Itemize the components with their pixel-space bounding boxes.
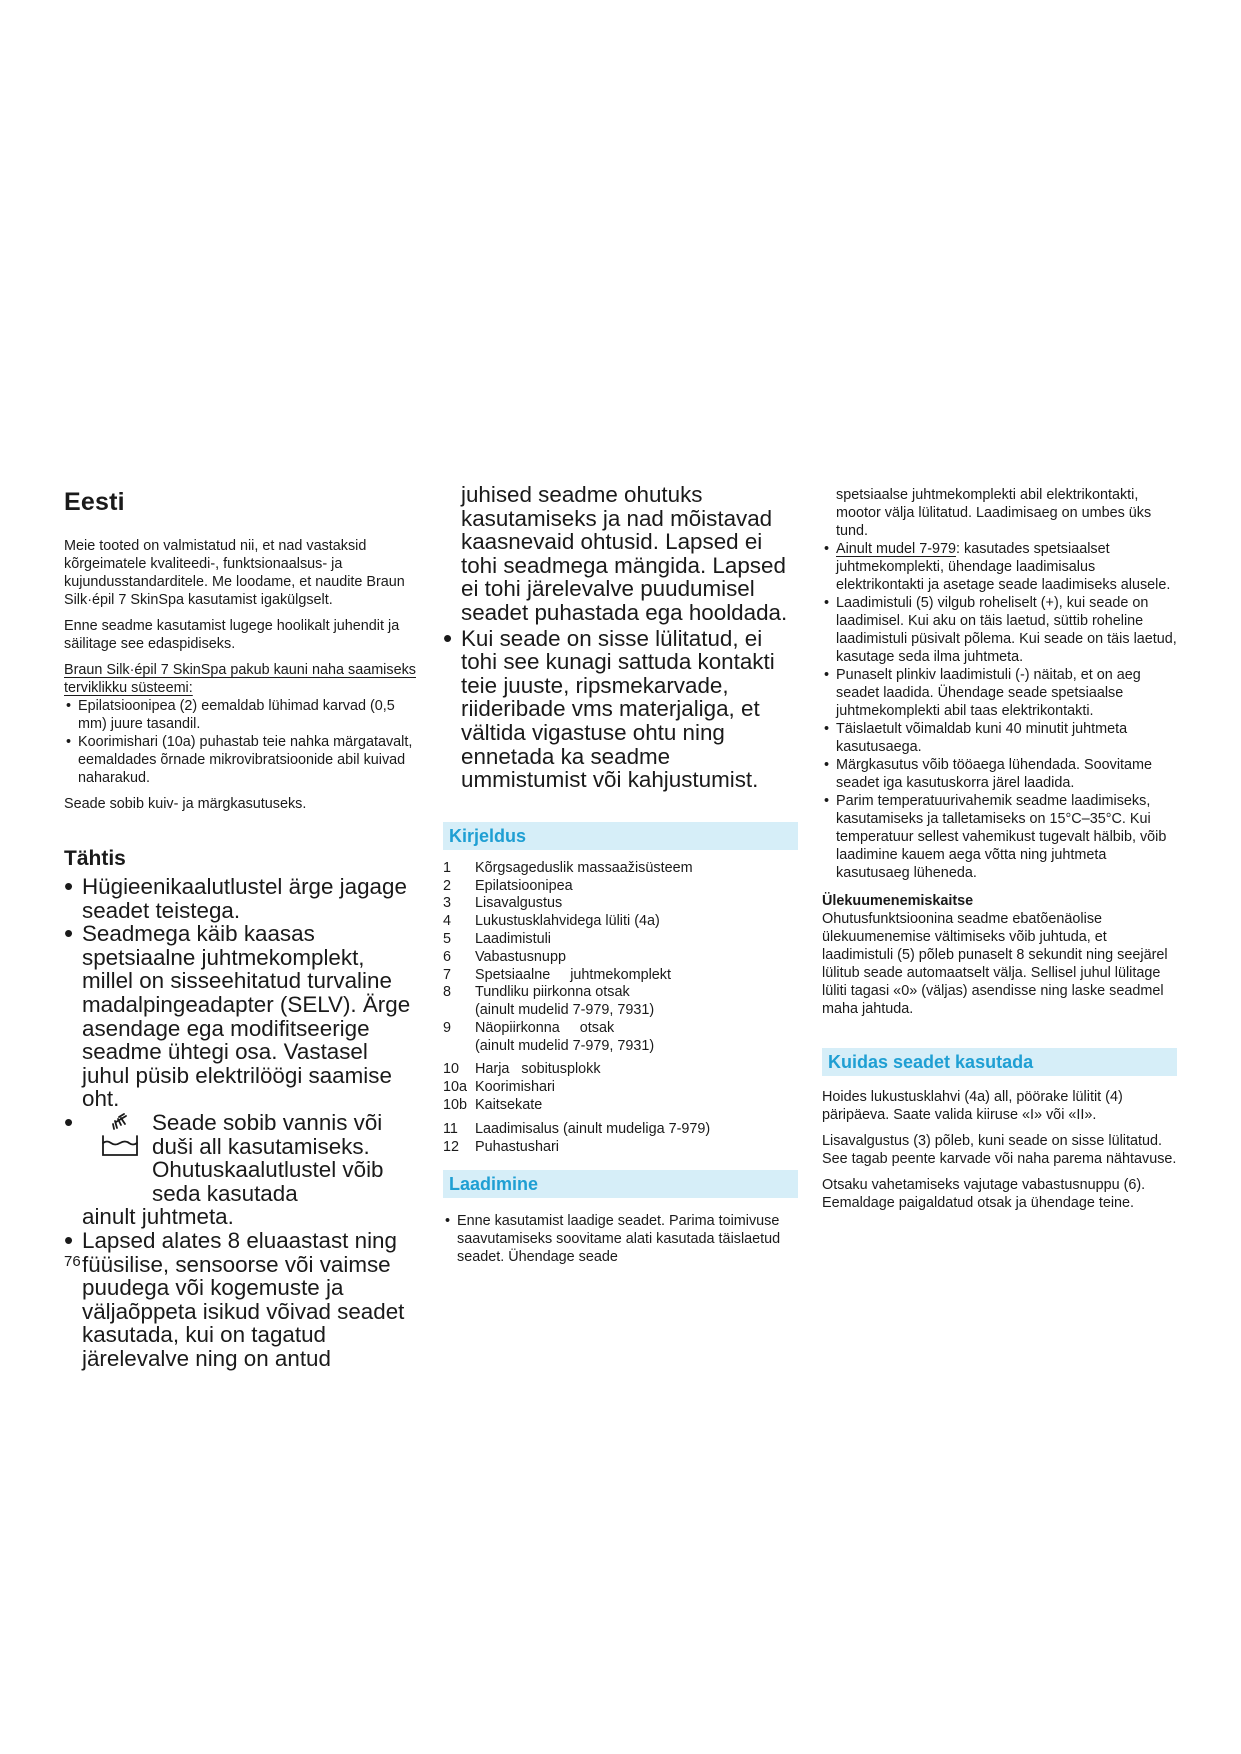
how-to-paragraph-1: Hoides lukustusklahvi (4a) all, pöörake lülitit (4) päripäeva. Saate valida kiiruse «I» või «II». <box>822 1089 1123 1123</box>
list-item: • Märgkasutus võib tööaega lühendada. Soovitame seadet iga kasutuskorra järel laadida. <box>822 756 1177 792</box>
part-item: 10b Kaitsekate <box>443 1097 543 1114</box>
list-item: • Punaselt plinkiv laadimistuli (-) näitab, et on aeg seadet laadida. Ühendage seade spetsiaalse juhtmekomplekti abil taas elektrikontakti. <box>822 666 1177 720</box>
children-warning-continuation: juhised seadme ohutuks kasutamiseks ja nad mõistavad kaasnevaid ohtusid. Lapsed ei tohi seadmega mängida. Lapsed ei tohi järelevalve puudumisel seadet puhastada ega hooldada. <box>461 482 788 625</box>
part-item: 8 Tundliku piirkonna otsak <box>443 984 630 1001</box>
part-item: 7 Spetsiaalne juhtmekomplekt <box>443 966 671 983</box>
part-item: 12 Puhastushari <box>443 1138 559 1155</box>
list-item: • Enne kasutamist laadige seadet. Parima toimivuse saavutamiseks soovitame alati kasutada täislaetud seadet. Ühendage seade <box>443 1212 798 1266</box>
read-instructions-paragraph: Enne seadme kasutamist lugege hoolikalt juhendit ja säilitage see edaspidiseks. <box>64 618 400 652</box>
list-item: • Ainult mudel 7-979: kasutades spetsiaalset juhtmekomplekti, ühendage laadimisalus elektrikontakti ja asetage seade laadimiseks alusele. <box>822 540 1177 594</box>
language-title: Eesti <box>64 488 125 516</box>
list-item: • Täislaetult võimaldab kuni 40 minutit juhtmeta kasutusaega. <box>822 720 1177 756</box>
part-item: 9 Näopiirkonna otsak <box>443 1019 615 1036</box>
how-to-paragraph-2: Lisavalgustus (3) põleb, kuni seade on sisse lülitatud. See tagab peente karvade või naha parema nähtavuse. <box>822 1133 1177 1167</box>
overheat-heading: Ülekuumenemiskaitse <box>822 893 974 909</box>
important-list <box>64 875 419 1370</box>
part-item: 4 Lukustusklahvidega lüliti (4a) <box>443 913 660 930</box>
important-heading: Tähtis <box>64 847 126 870</box>
part-item: 2 Epilatsioonipea <box>443 877 573 894</box>
parts-list-11 <box>443 1121 798 1157</box>
charging-heading: Laadimine <box>443 1170 798 1198</box>
part-item: 5 Laadimistuli <box>443 930 551 947</box>
part-item: 10 Harja sobitusplokk <box>443 1061 601 1078</box>
how-to-paragraph-3: Otsaku vahetamiseks vajutage vabastusnuppu (6). Eemaldage paigaldatud otsak ja ühendage teine. <box>822 1177 1146 1211</box>
intro-paragraph: Meie tooted on valmistatud nii, et nad vastaksid kõrgeimatele kvaliteedi-, funktsionaalsus- ja kujundusstandarditele. Me loodame, et naudite Braun Silk·épil 7 SkinSpa kasutamist igakülgselt. <box>64 538 405 608</box>
hair-warning-item: • Kui seade on sisse lülitatud, ei tohi see kunagi sattuda kontakti teie juuste, ripsmekarvade, riideribade vms materjaliga, et vältida vigastuse ohtu ning ennetada ka seadme ummistumist või kahjustumist. <box>443 627 798 792</box>
list-item: • Laadimistuli (5) vilgub roheliselt (+), kui seade on laadimisel. Kui aku on täis laetud, süttib roheline laadimistuli püsivalt põlema. Kui seade on täis laetud, kasutage seda ilma juhtmeta. <box>822 594 1177 666</box>
column-3 <box>822 486 1177 1220</box>
list-item: • Epilatsioonipea (2) eemaldab lühimad karvad (0,5 mm) juure tasandil. <box>64 697 419 733</box>
list-item: • Hügieenikaalutlustel ärge jagage seadet teistega. <box>64 875 419 922</box>
bath-warning-continuation: ainult juhtmeta. <box>82 1204 234 1230</box>
column-1 <box>64 488 419 1370</box>
part-item: 11 Laadimisalus (ainult mudeliga 7-979) <box>443 1120 711 1137</box>
children-warning-item: • Lapsed alates 8 eluaastast ning füüsilise, sensoorse või vaimse puudega või kogemuste ja väljaõppeta isikud võivad seadet kasutada, kui on tagatud järelevalve ning on antud <box>64 1229 419 1371</box>
charging-list-continued <box>822 540 1177 882</box>
bath-warning-item <box>64 1111 419 1229</box>
parts-list-9 <box>443 1020 798 1038</box>
hair-warning-list <box>443 627 798 792</box>
list-item: • Seadmega käib kaasas spetsiaalne juhtmekomplekt, millel on sisseehitatud turvaline madalpingeadapter (SELV). Ärge asendage ega modifitseerige seadme ühtegi osa. Vastasel juhul püsib elektrilöögi saamise oht. <box>64 922 419 1111</box>
part-9-note: (ainult mudelid 7-979, 7931) <box>475 1037 655 1054</box>
description-heading: Kirjeldus <box>443 822 798 850</box>
bath-warning-text: • Seade sobib vannis või duši all kasutamiseks. Ohutuskaalutlustel võib seda kasutada <box>152 1109 384 1206</box>
part-item: 1 Kõrgsageduslik massaažisüsteem <box>443 859 693 876</box>
how-to-use-heading: Kuidas seadet kasutada <box>822 1048 1177 1076</box>
list-item: • Parim temperatuurivahemik seadme laadimiseks, kasutamiseks ja talletamiseks on 15°C–35°C. Kui temperatuur sellest vahemikust tugevalt hälbib, võib laadimine kauem aega võtta ning juhtmeta kasutusaeg lüheneda. <box>822 792 1177 882</box>
part-item: 3 Lisavalgustus <box>443 895 563 912</box>
list-item: • Koorimishari (10a) puhastab teie nahka märgatavalt, eemaldades õrnade mikrovibratsioonide abil kuivad naharakud. <box>64 733 419 787</box>
system-list <box>64 697 419 787</box>
charging-list <box>443 1212 798 1266</box>
system-heading: Braun Silk·épil 7 SkinSpa pakub kauni naha saamiseks terviklikku süsteemi: <box>64 662 416 696</box>
part-item: 10a Koorimishari <box>443 1079 555 1096</box>
part-8-note: (ainult mudelid 7-979, 7931) <box>475 1002 655 1019</box>
overheat-paragraph: Ohutusfunktsioonina seadme ebatõenäolise ülekuumenemise vältimiseks võib juhtuda, et laadimistuli (5) põleb punaselt 8 sekundit ning seejärel lülitub seade automaatselt välja. Sellisel juhul lülitage lüliti tagasi «0» (väljas) asendisse ning laske seadmel maha jahtuda. <box>822 911 1168 1017</box>
parts-list <box>443 860 798 1002</box>
page-number: 76 <box>64 1253 81 1270</box>
part-item: 6 Vabastusnupp <box>443 948 566 965</box>
charging-continuation: spetsiaalse juhtmekomplekti abil elektrikontakti, mootor välja lülitatud. Laadimisaeg on umbes üks tund. <box>836 487 1152 539</box>
bath-shower-icon <box>86 1111 148 1157</box>
parts-list-10 <box>443 1061 798 1114</box>
suitable-paragraph: Seade sobib kuiv- ja märgkasutuseks. <box>64 796 307 812</box>
column-2 <box>443 483 798 1274</box>
